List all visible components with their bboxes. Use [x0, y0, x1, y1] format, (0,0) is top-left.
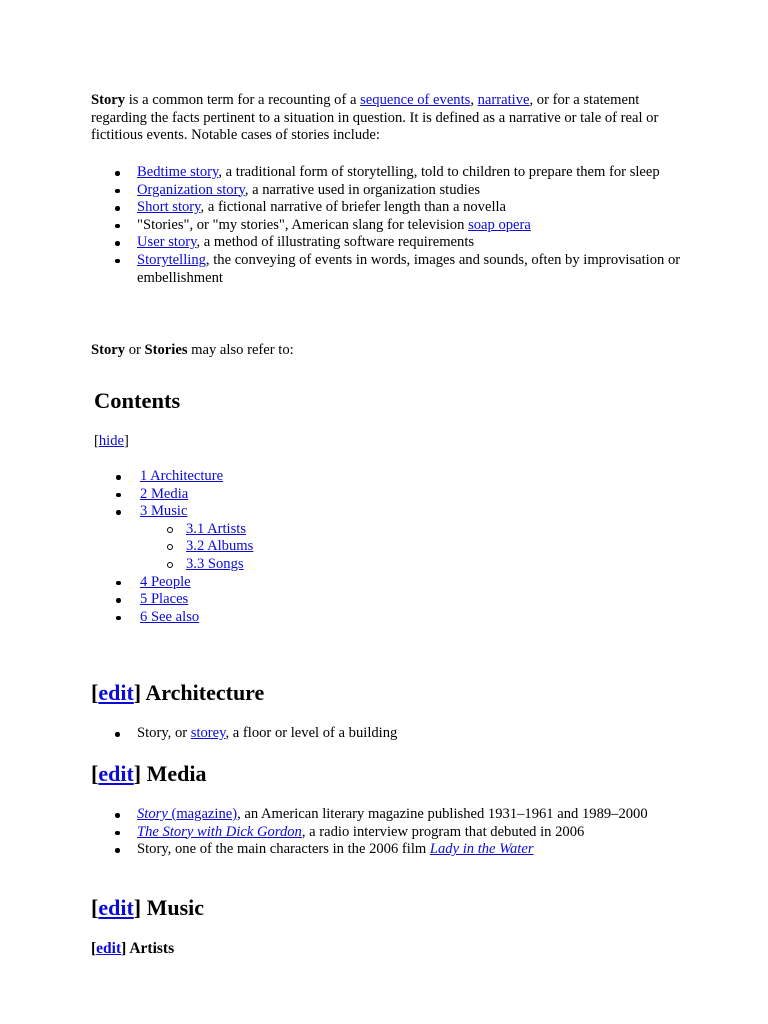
- bold-stories: Stories: [144, 342, 188, 358]
- toc-link-artists[interactable]: 3.1 Artists: [186, 520, 247, 537]
- also-refer-paragraph: [91, 342, 294, 360]
- intro-paragraph: [91, 92, 691, 145]
- table-of-contents: [94, 468, 253, 626]
- bracket: [: [91, 761, 99, 786]
- list-item: [91, 234, 681, 252]
- list-item: [91, 164, 681, 182]
- list-item: [91, 252, 681, 287]
- list-item: [91, 199, 681, 217]
- text: or: [125, 342, 145, 358]
- list-item: [91, 806, 681, 824]
- link-soap-opera[interactable]: soap opera: [468, 216, 531, 233]
- toc-subitem: [140, 556, 253, 574]
- edit-link[interactable]: edit: [98, 895, 134, 920]
- link-lady-in-the-water[interactable]: Lady in the Water: [429, 841, 534, 858]
- section-heading-music: [91, 895, 204, 921]
- toc-item: [94, 503, 253, 573]
- toc-link-places[interactable]: 5 Places: [140, 591, 189, 608]
- section-title: Architecture: [141, 680, 265, 705]
- term-bold: Story: [91, 92, 126, 108]
- link-magazine[interactable]: (magazine): [167, 806, 238, 822]
- section-title: Media: [141, 761, 207, 786]
- contents-title: Contents: [94, 388, 181, 413]
- bracket: ]: [133, 761, 142, 786]
- subsection-heading-artists: [91, 940, 174, 958]
- toc-item: [94, 574, 253, 592]
- intro-text: is a common term for a recounting of a: [125, 92, 361, 108]
- toc-subitem: [140, 538, 253, 556]
- section-heading-architecture: [91, 680, 264, 706]
- section-heading-media: [91, 761, 207, 787]
- list-item: [91, 725, 681, 743]
- item-text: , a floor or level of a building: [225, 725, 398, 741]
- subsection-title: Artists: [126, 940, 175, 957]
- item-text: , an American literary magazine published 1931–1961 and 1989–2000: [237, 806, 648, 822]
- item-text: , a fictional narrative of briefer length than a novella: [200, 199, 507, 216]
- list-item: [91, 824, 681, 842]
- architecture-list: [91, 725, 681, 743]
- notable-stories-list: [91, 164, 681, 287]
- item-text: , a radio interview program that debuted in 2006: [301, 823, 585, 840]
- edit-link[interactable]: edit: [96, 940, 122, 957]
- link-bedtime-story[interactable]: Bedtime story: [137, 164, 219, 180]
- item-text: , the conveying of events in words, images and sounds, often by improvisation or embellishment: [137, 251, 681, 286]
- toc-link-media[interactable]: 2 Media: [140, 485, 189, 502]
- section-title: Music: [141, 895, 205, 920]
- toc-link-architecture[interactable]: 1 Architecture: [140, 468, 224, 484]
- link-story-dick-gordon[interactable]: The Story with Dick Gordon: [137, 823, 302, 840]
- bracket: [: [91, 680, 99, 705]
- bold-story: Story: [91, 342, 126, 358]
- toc-sublist: [140, 521, 253, 574]
- list-item: [91, 217, 681, 235]
- hide-link[interactable]: hide: [98, 433, 125, 449]
- bracket: [: [91, 895, 99, 920]
- text: may also refer to:: [187, 342, 294, 358]
- item-text: Story, or: [137, 725, 191, 741]
- edit-link[interactable]: edit: [98, 761, 134, 786]
- list-item: [91, 841, 681, 859]
- link-organization-story[interactable]: Organization story: [137, 181, 245, 198]
- toc-subitem: [140, 521, 253, 539]
- link-narrative[interactable]: narrative: [477, 92, 530, 108]
- toc-toggle: [94, 433, 129, 451]
- intro-text: ,: [470, 92, 478, 108]
- link-story-magazine[interactable]: Story: [137, 806, 168, 822]
- link-user-story[interactable]: User story: [137, 234, 197, 251]
- toc-item: [94, 591, 253, 609]
- bracket: ]: [121, 940, 127, 957]
- bracket: ]: [133, 680, 142, 705]
- bracket: [: [94, 433, 99, 449]
- intro-text: , or for a statement regarding the facts pertinent to a situation in question. It is defined as a narrative or tale of real or fictitious events. Notable cases of stories include:: [91, 92, 659, 144]
- bracket: ]: [124, 433, 129, 449]
- bracket: ]: [133, 895, 142, 920]
- toc-link-albums[interactable]: 3.2 Albums: [186, 538, 254, 555]
- item-text: "Stories", or "my stories", American slang for television: [137, 216, 469, 233]
- item-text: , a method of illustrating software requirements: [196, 234, 475, 251]
- toc-item: [94, 486, 253, 504]
- bracket: [: [91, 940, 97, 957]
- link-storytelling[interactable]: Storytelling: [137, 251, 206, 268]
- toc-link-see-also[interactable]: 6 See also: [140, 608, 200, 625]
- toc-link-songs[interactable]: 3.3 Songs: [186, 555, 244, 572]
- toc-item: [94, 609, 253, 627]
- link-short-story[interactable]: Short story: [137, 199, 201, 216]
- list-item: [91, 182, 681, 200]
- item-text: , a traditional form of storytelling, told to children to prepare them for sleep: [218, 164, 660, 180]
- link-sequence-of-events[interactable]: sequence of events: [360, 92, 471, 108]
- toc-link-people[interactable]: 4 People: [140, 573, 191, 590]
- item-text: Story, one of the main characters in the 2006 film: [137, 841, 430, 858]
- edit-link[interactable]: edit: [98, 680, 134, 705]
- toc-link-music[interactable]: 3 Music: [140, 503, 188, 520]
- link-storey[interactable]: storey: [190, 725, 226, 741]
- item-text: , a narrative used in organization studies: [244, 181, 481, 198]
- toc-item: [94, 468, 253, 486]
- media-list: [91, 806, 681, 859]
